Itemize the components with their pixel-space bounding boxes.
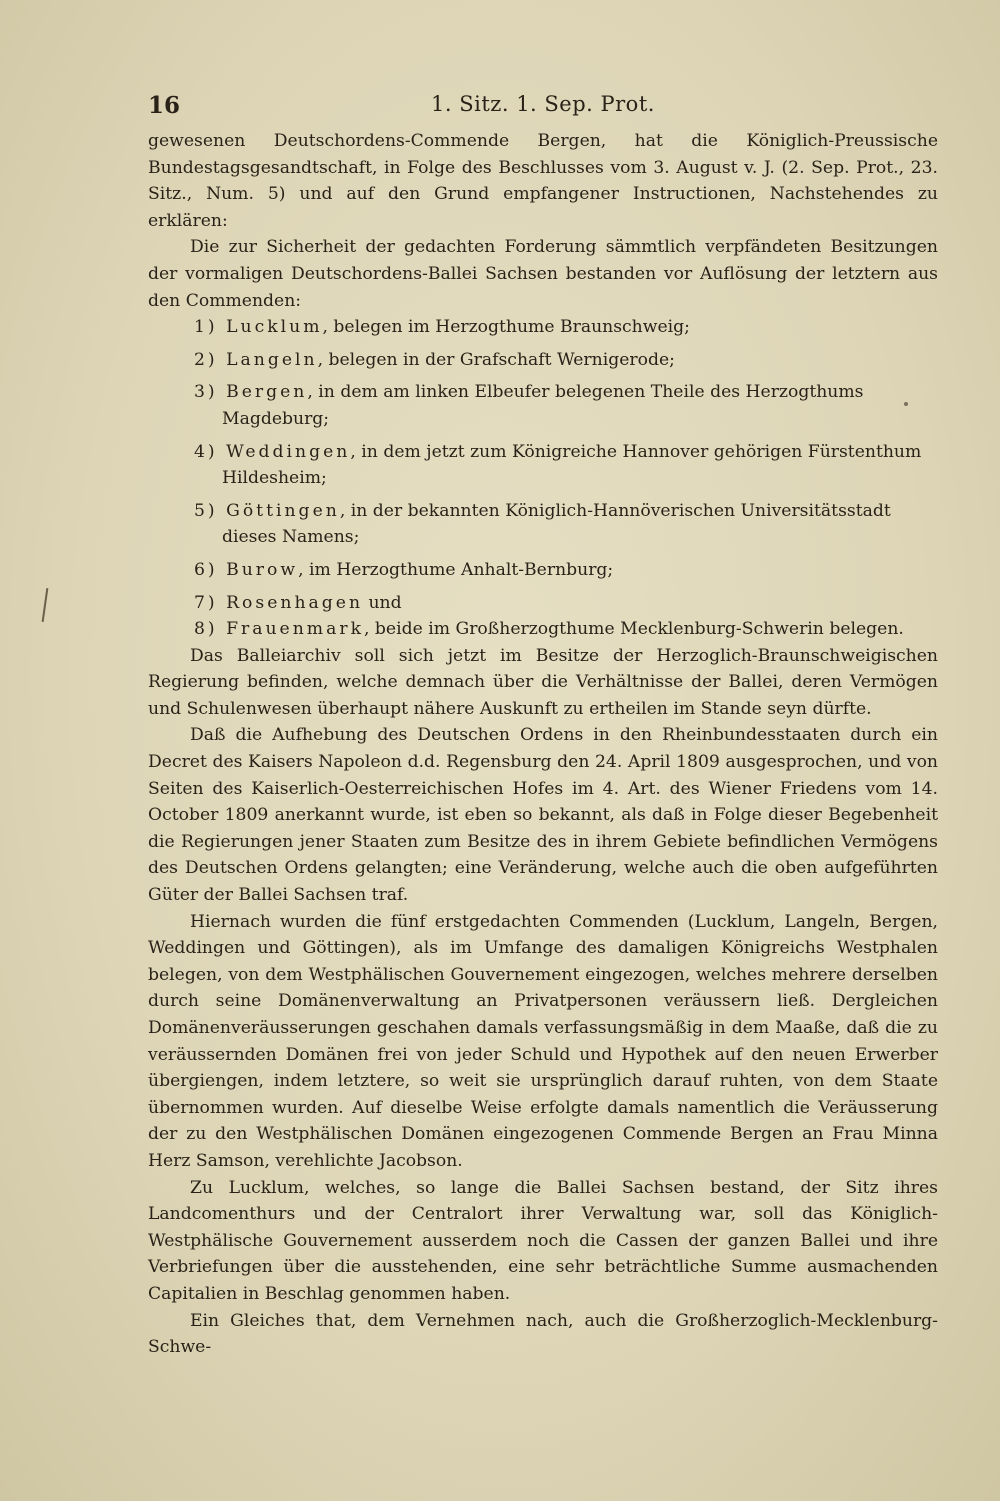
list-item-name: 1) Lucklum (194, 317, 323, 338)
paragraph-5: Hiernach wurden die fünf erstgedachten Commenden (Lucklum, Langeln, Bergen, Weddingen und Göttingen), als im Umfange des damaligen Königreichs Westphalen belegen, von dem Westphälischen Gouvernement eingezogen, welches mehrere derselben durch seine Domänenverwaltung an Privatpersonen veräussern ließ. Dergleichen Domänenveräusserungen geschahen damals verfassungsmäßig in dem Maaße, daß die zu veräussernden Domänen frei von jeder Schuld und Hypothek auf den neuen Erwerber übergiengen, indem letztere, so weit sie ursprünglich darauf ruhten, von dem Staate übernommen wurden. Auf dieselbe Weise erfolgte damals namentlich die Veräusserung der zu den Westphälischen Domänen eingezogenen Commende Bergen an Frau Minna Herz Samson, verehlichte Jacobson. (148, 911, 938, 1171)
list-item-name: 5) Göttingen (194, 500, 340, 521)
list-item-name: 2) Langeln (194, 349, 318, 370)
page-header (148, 92, 938, 122)
list-item-text: , in der bekannten Königlich-Hannöverischen Universitätsstadt dieses Namens; (222, 500, 891, 548)
list-item-text: , im Herzogthume Anhalt-Bernburg; (298, 559, 614, 580)
list-item-text: , belegen im Herzogthume Braunschweig; (322, 317, 690, 338)
list-item-text: , belegen in der Grafschaft Wernigerode; (317, 349, 675, 370)
paragraph-4: Daß die Aufhebung des Deutschen Ordens in den Rheinbundesstaaten durch ein Decret des Kaisers Napoleon d.d. Regensburg den 24. April 1809 ausgesprochen, und von Seiten des Kaiserlich-Oesterreichischen Hofes im 4. Art. des Wiener Friedens vom 14. October 1809 anerkannt wurde, ist eben so bekannt, als daß in Folge dieser Begebenheit die Regierungen jener Staaten zum Besitze des in ihrem Gebiete befindlichen Vermögens des Deutschen Ordens gelangten; eine Veränderung, welche auch die oben aufgeführten Güter der Ballei Sachsen traf. (148, 725, 938, 906)
list-item-name: 7) Rosenhagen (194, 592, 364, 613)
ink-speck (904, 402, 908, 406)
list-item-text: , in dem am linken Elbeufer belegenen Theile des Herzogthums Magdeburg; (222, 382, 864, 429)
margin-pencil-mark (42, 588, 49, 622)
running-head: 1. Sitz. 1. Sep. Prot. (431, 92, 655, 116)
list-item-text: und (363, 592, 402, 613)
list-item (148, 616, 938, 643)
paragraph-6: Zu Lucklum, welches, so lange die Ballei Sachsen bestand, der Sitz ihres Landcomenthurs und der Centralort ihrer Verwaltung war, soll das Königlich-Westphälische Gouvernement ausserdem noch die Cassen der ganzen Ballei und ihre Verbriefungen über die ausstehenden, eine sehr beträchtliche Summe ausmachenden Capitalien in Beschlag genommen haben. (148, 1177, 938, 1304)
paragraph-3: Das Balleiarchiv soll sich jetzt im Besitze der Herzoglich-Braunschweigischen Regierung befinden, welche demnach über die Verhältnisse der Ballei, deren Vermögen und Schulenwesen überhaupt nähere Auskunft zu ertheilen im Stande seyn dürfte. (148, 645, 938, 719)
paragraph-1: gewesenen Deutschordens-Commende Bergen, hat die Königlich-Preussische Bundestagsgesandtschaft, in Folge des Beschlusses vom 3. August v. J. (2. Sep. Prot., 23. Sitz., Num. 5) und auf den Grund empfangener Instructionen, Nachstehendes zu erklären: (148, 131, 938, 231)
list-item (148, 314, 938, 341)
list-item (148, 557, 938, 584)
commende-list (148, 314, 938, 643)
list-item (148, 498, 938, 551)
list-item (148, 347, 938, 374)
list-item-name: 8) Frauenmark (194, 619, 364, 640)
list-item-text: , in dem jetzt zum Königreiche Hannover gehörigen Fürstenthum Hildesheim; (222, 441, 922, 489)
list-item-name: 6) Burow (194, 559, 299, 580)
list-item (148, 439, 938, 492)
list-item (148, 379, 938, 432)
list-item-name: 4) Weddingen (194, 441, 351, 462)
list-item-text: , beide im Großherzogthume Mecklenburg-Schwerin belegen. (363, 619, 904, 640)
paragraph-2: Die zur Sicherheit der gedachten Forderung sämmtlich verpfändeten Besitzungen der vormaligen Deutschordens-Ballei Sachsen bestanden vor Auflösung der letztern aus den Commenden: (148, 237, 938, 311)
body-text (148, 128, 938, 1361)
page-number: 16 (148, 92, 181, 119)
list-item-name: 3) Bergen (194, 382, 308, 403)
paragraph-7: Ein Gleiches that, dem Vernehmen nach, auch die Großherzoglich-Mecklenburg-Schwe- (148, 1310, 938, 1358)
list-item (148, 590, 938, 617)
